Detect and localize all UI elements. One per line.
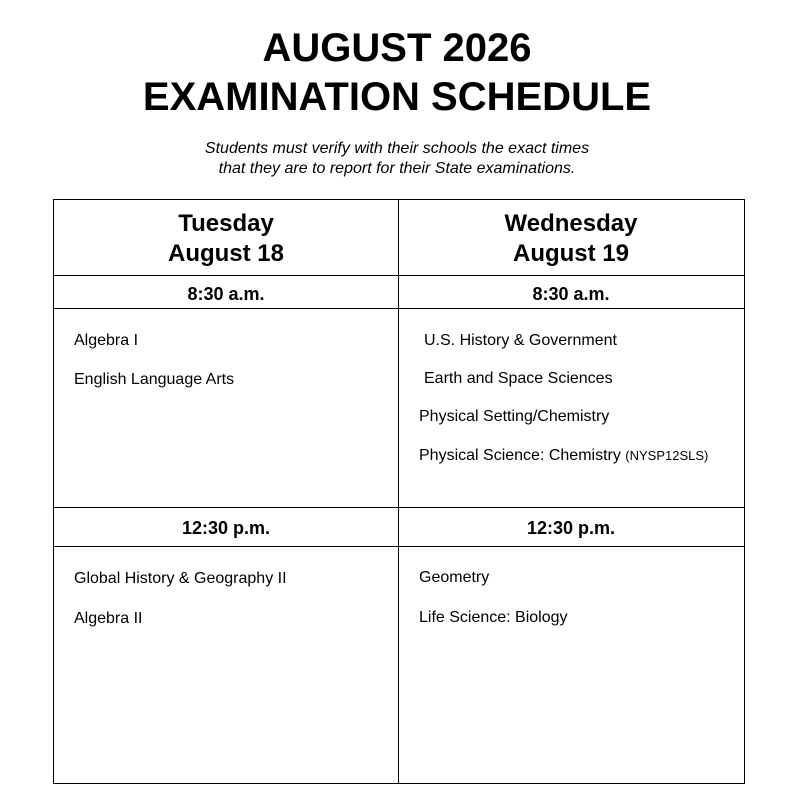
exam-item: Algebra I	[74, 332, 139, 349]
row-divider-morning-exams	[54, 507, 744, 508]
exam-item: Life Science: Biology	[419, 609, 568, 626]
date-label: August 19	[512, 240, 629, 267]
exam-item: Global History & Geography II	[74, 570, 287, 587]
date-label: August 18	[167, 240, 284, 267]
weekday-label: Tuesday	[178, 210, 274, 237]
exam-item: English Language Arts	[74, 371, 235, 388]
exam-item: U.S. History & Government	[424, 332, 617, 349]
row-divider-header	[54, 275, 744, 276]
weekday-label: Wednesday	[504, 210, 638, 237]
exam-item: Earth and Space Sciences	[424, 370, 613, 387]
subtitle-line-1: Students must verify with their schools the exact times	[204, 140, 590, 157]
exam-item: Algebra II	[74, 610, 143, 627]
exam-item-with-code	[419, 446, 708, 466]
afternoon-time-wednesday: 12:30 p.m.	[526, 518, 616, 538]
row-divider-morning-time	[54, 308, 744, 309]
row-divider-afternoon-time	[54, 546, 744, 547]
page-title-month: AUGUST 2026	[262, 26, 532, 70]
exam-item: Physical Setting/Chemistry	[419, 408, 610, 425]
exam-name: Physical Science: Chemistry	[419, 447, 621, 464]
morning-time-tuesday: 8:30 a.m.	[187, 284, 265, 304]
subtitle-line-2: that they are to report for their State examinations.	[218, 160, 576, 177]
exam-code: (NYSP12SLS)	[625, 448, 709, 463]
schedule-table	[53, 199, 745, 784]
afternoon-time-tuesday: 12:30 p.m.	[181, 518, 271, 538]
day-header-wednesday	[399, 209, 743, 269]
exam-item: Geometry	[419, 569, 490, 586]
page-title-schedule: EXAMINATION SCHEDULE	[142, 75, 652, 119]
morning-time-wednesday: 8:30 a.m.	[532, 284, 610, 304]
day-header-tuesday	[54, 209, 398, 269]
